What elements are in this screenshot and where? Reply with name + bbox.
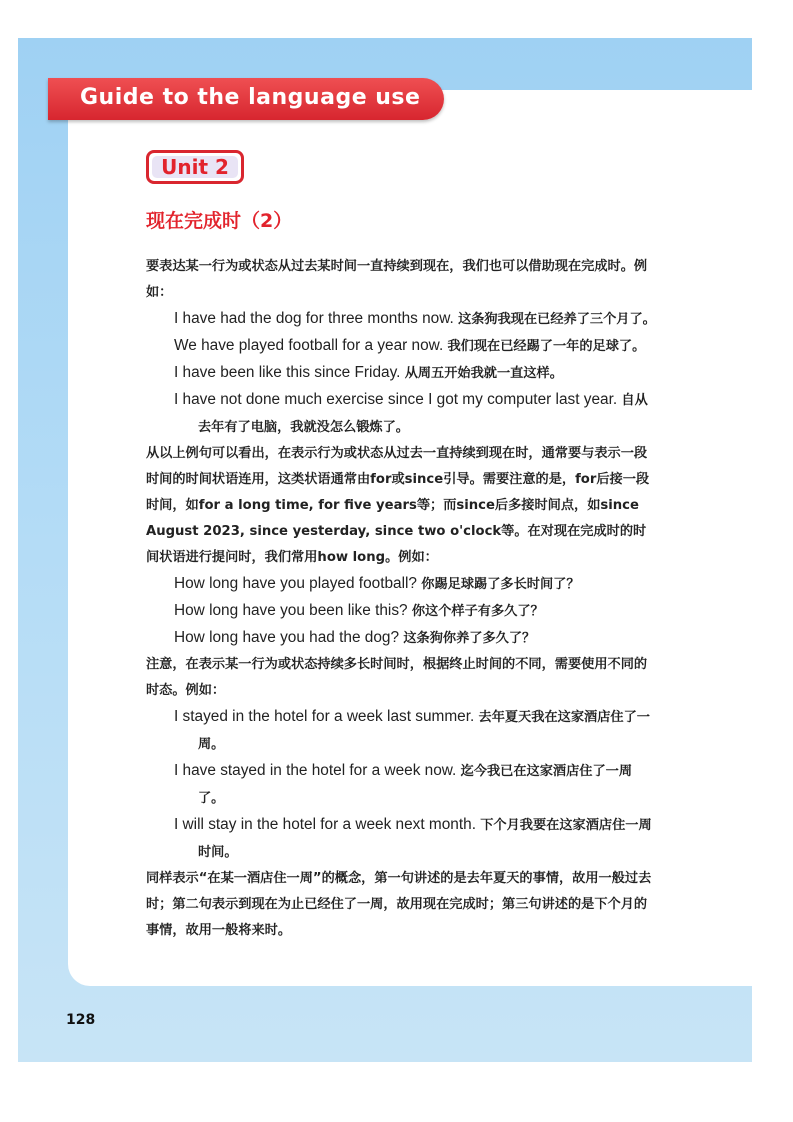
section-title: 现在完成时（2） [146,210,293,232]
example-sentence [174,333,656,360]
example-translation: 这条狗我现在已经养了三个月了。 [458,312,656,327]
example-sentence [174,758,656,812]
unit-label: Unit 2 [152,156,238,178]
example-sentence [174,625,656,652]
example-translation: 这条狗你养了多久了？ [403,631,536,646]
example-english: I will stay in the hotel for a week next month. [174,816,481,833]
example-english: I have stayed in the hotel for a week now. [174,762,461,779]
example-translation: 从周五开始我就一直这样。 [404,366,563,381]
example-sentence [174,360,656,387]
explanation-paragraph: 注意，在表示某一行为或状态持续多长时间时，根据终止时间的不同，需要使用不同的时态。例如： [146,657,648,698]
example-english: We have played football for a year now. [174,337,448,354]
example-english: I have not done much exercise since I got my computer last year. [174,391,622,408]
example-translation: 我们现在已经踢了一年的足球了。 [447,339,646,354]
unit-badge [146,150,244,184]
example-sentence [174,387,656,441]
example-translation: 自从去年有了电脑，我就没怎么锻炼了。 [198,393,648,435]
example-english: I stayed in the hotel for a week last summer. [174,708,479,725]
example-translation: 下个月我要在这家酒店住一周时间。 [198,818,652,860]
example-sentence [174,598,656,625]
example-sentence [174,704,656,758]
example-sentence [174,812,656,866]
example-english: I have been like this since Friday. [174,364,405,381]
section-banner [48,78,444,120]
example-translation: 迄今我已在这家酒店住了一周了。 [198,764,633,806]
grammar-content [146,254,656,944]
example-sentence [174,571,656,598]
example-english: How long have you played football? [174,575,422,592]
explanation-paragraph: 从以上例句可以看出，在表示行为或状态从过去一直持续到现在时，通常要与表示一段时间的时间状语连用，这类状语通常由for或since引导。需要注意的是，for后接一段时间，如for a long time, for five years等；而since后多接时间点，如since August 2023, since yesterday, since two o'clock等。在对现在完成时的时间状语进行提问时，我们常用how long。例如： [146,446,650,565]
example-translation: 你这个样子有多久了？ [411,604,544,619]
example-english: I have had the dog for three months now. [174,310,459,327]
explanation-paragraph: 同样表示“在某一酒店住一周”的概念，第一句讲述的是去年夏天的事情，故用一般过去时；第二句表示到现在为止已经住了一周，故用现在完成时；第三句讲述的是下个月的事情，故用一般将来时。 [146,871,652,938]
example-english: How long have you had the dog? [174,629,404,646]
example-english: How long have you been like this? [174,602,412,619]
example-translation: 去年夏天我在这家酒店住了一周。 [198,710,650,752]
example-translation: 你踢足球踢了多长时间了？ [421,577,580,592]
banner-title: Guide to the language use [80,85,421,110]
example-sentence [174,306,656,333]
page-number: 128 [66,1012,96,1028]
explanation-paragraph: 要表达某一行为或状态从过去某时间一直持续到现在，我们也可以借助现在完成时。例如： [146,259,648,300]
